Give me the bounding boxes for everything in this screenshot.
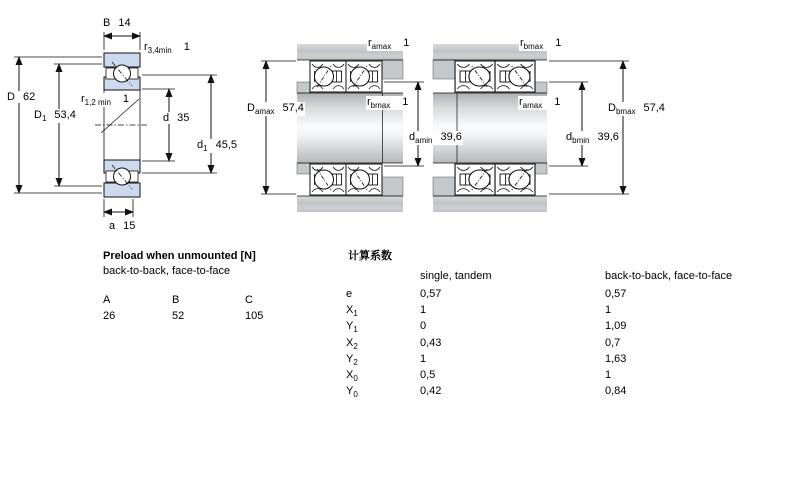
factor-row-e: e 0,57 0,57 xyxy=(346,288,627,300)
dim-label-damin: $d_{amin}$ 39,6 xyxy=(409,131,462,145)
preload-value-A: 26 xyxy=(103,310,116,322)
bearing-rings xyxy=(95,53,149,197)
dim-label-d1: $d_1$ 45,5 xyxy=(197,139,237,153)
factor-row-X0: $X_0$ 0,5 1 xyxy=(346,368,612,383)
preload-col-B: B xyxy=(172,294,180,306)
factor-row-Y0: $Y_0$ 0,42 0,84 xyxy=(346,385,627,400)
dim-label-r34: $r_{3,4min}$ 1 xyxy=(144,41,190,55)
ball-bottom xyxy=(114,168,131,185)
factors-table xyxy=(346,288,776,401)
ball-top xyxy=(114,65,131,82)
dim-label-r12: $r_{1,2 min}$ 1 xyxy=(81,93,130,107)
dim-label-D: D 62 xyxy=(7,91,36,103)
dim-label-dbmin: $d_{bmin}$ 39,6 xyxy=(566,131,619,145)
dim-label-Damax: $D_{amax}$ 57,4 xyxy=(247,102,304,116)
dim-label-Dbmax: $D_{bmax}$ 57,4 xyxy=(608,102,665,116)
dim-label-rbmax-b: $r_{bmax}$ 1 xyxy=(520,37,562,51)
preload-col-A: A xyxy=(103,294,111,306)
factors-col-paired: back-to-back, face-to-face xyxy=(605,270,733,282)
dim-label-ramax-a: $r_{amax}$ 1 xyxy=(368,37,410,51)
preload-title: Preload when unmounted [N] xyxy=(103,250,256,262)
factors-col-single: single, tandem xyxy=(420,270,492,282)
preload-col-C: C xyxy=(245,294,253,306)
mounted-pair-a-drawing xyxy=(297,44,403,212)
dim-label-a: a 15 xyxy=(109,220,136,232)
single-bearing-cross-section xyxy=(14,32,217,217)
factor-row-X2: $X_2$ 0,43 0,7 xyxy=(346,336,621,351)
preload-subtitle: back-to-back, face-to-face xyxy=(103,265,231,277)
factor-row-Y2: $Y_2$ 1 1,63 xyxy=(346,352,627,367)
dim-label-ramax-b: $r_{amax}$ 1 xyxy=(519,96,561,110)
mounted-pair-b-drawing xyxy=(433,44,547,212)
dim-label-d: d 35 xyxy=(163,112,190,124)
preload-value-C: 105 xyxy=(245,310,264,322)
factor-row-Y1: $Y_1$ 0 1,09 xyxy=(346,320,627,335)
preload-value-B: 52 xyxy=(172,310,185,322)
dim-label-D1: $D_1$ 53,4 xyxy=(34,109,76,123)
factor-row-X1: $X_1$ 1 1 xyxy=(346,304,612,319)
factors-title: 计算系数 xyxy=(348,250,392,262)
dim-label-rbmax-a: $r_{bmax}$ 1 xyxy=(367,96,409,110)
dim-label-B: B 14 xyxy=(103,17,131,29)
